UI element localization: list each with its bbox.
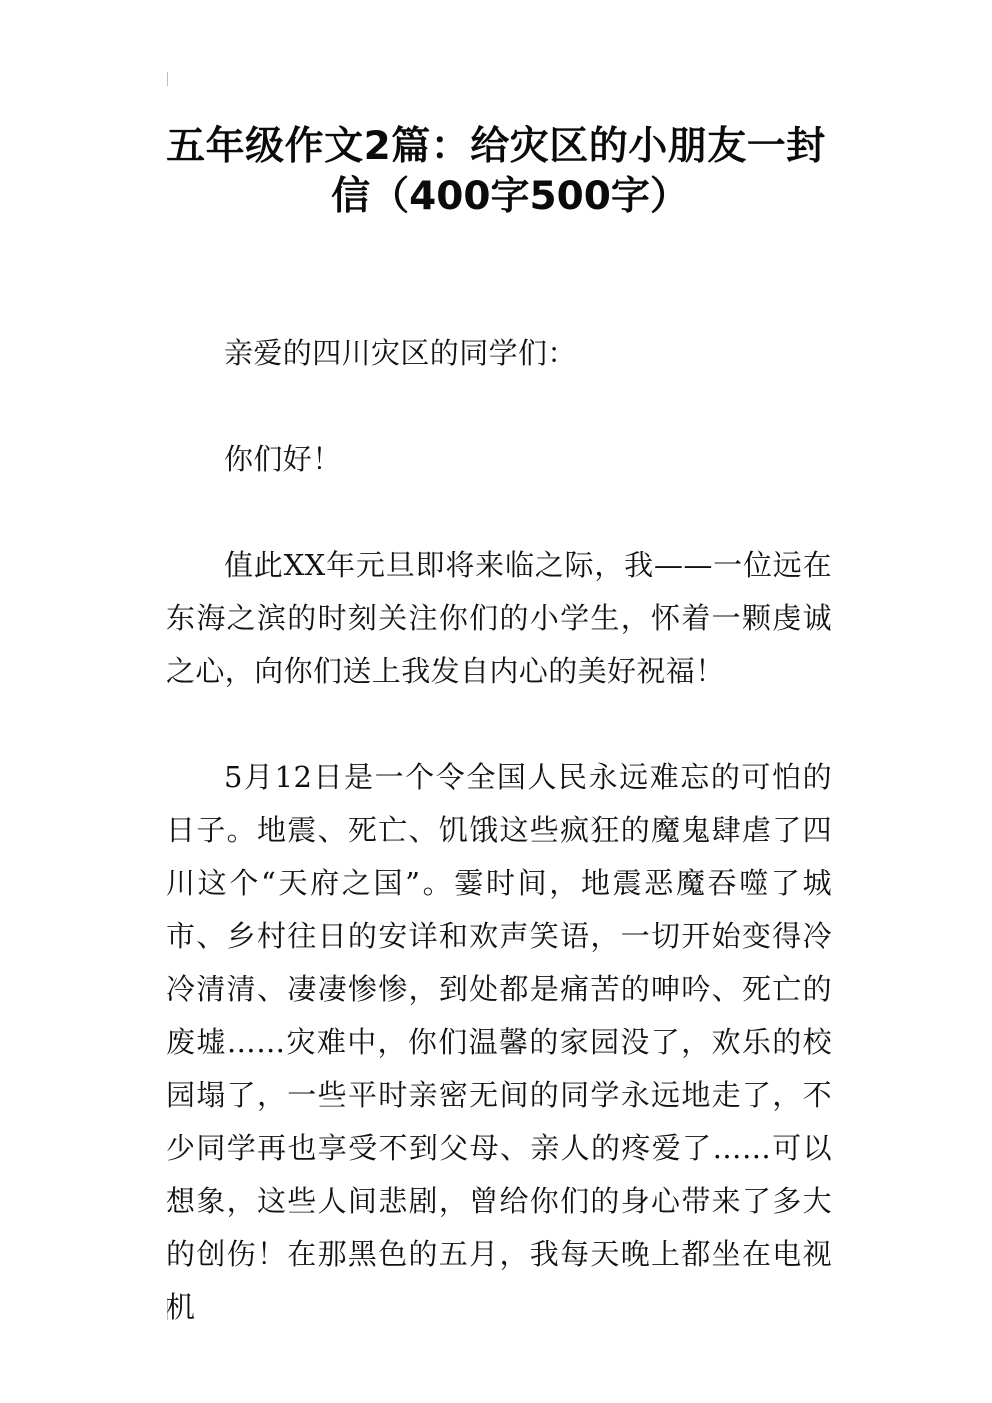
blessing-paragraph: 值此XX年元旦即将来临之际，我——一位远在东海之滨的时刻关注你们的小学生，怀着一颗虔诚之心，向你们送上我发自内心的美好祝福！	[166, 548, 832, 688]
title-line-1: 五年级作文2篇：给灾区的小朋友一封	[166, 124, 826, 169]
letter-body	[166, 327, 832, 1334]
document-title	[140, 122, 852, 222]
salutation-paragraph: 亲爱的四川灾区的同学们：	[224, 336, 577, 370]
title-line-2: 信（400字500字）	[331, 174, 689, 219]
earthquake-paragraph: 5月12日是一个令全国人民永远难忘的可怕的日子。地震、死亡、饥饿这些疯狂的魔鬼肆虐了四川这个“天府之国”。霎时间，地震恶魔吞噬了城市、乡村往日的安详和欢声笑语，一切开始变得冷冷清清、凄凄惨惨，到处都是痛苦的呻吟、死亡的废墟……灾难中，你们温馨的家园没了，欢乐的校园塌了，一些平时亲密无间的同学永远地走了，不少同学再也享受不到父母、亲人的疼爱了……可以想象，这些人间悲剧，曾给你们的身心带来了多大的创伤！在那黑色的五月，我每天晚上都坐在电视机	[166, 760, 832, 1324]
top-left-crop-mark	[167, 72, 168, 86]
greeting-paragraph: 你们好！	[224, 442, 342, 476]
